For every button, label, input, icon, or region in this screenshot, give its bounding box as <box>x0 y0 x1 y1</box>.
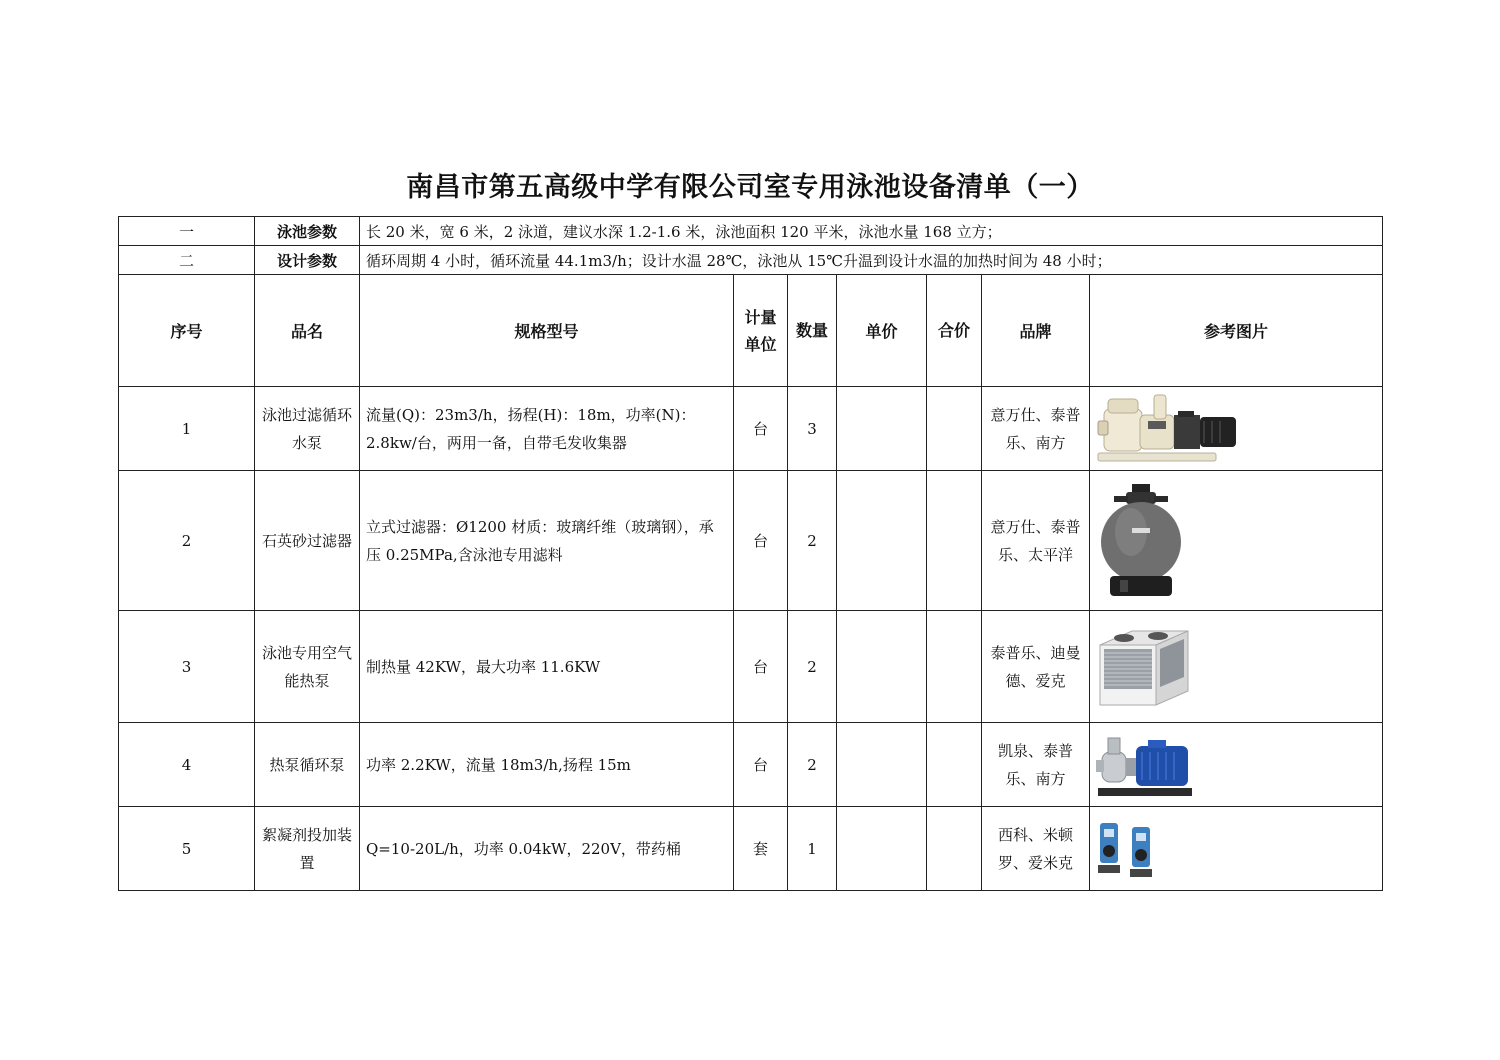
row-brand: 泰普乐、迪曼德、爱克 <box>982 611 1090 723</box>
param-index: 一 <box>119 217 255 246</box>
header-price: 单价 <box>837 275 927 387</box>
row-unit: 台 <box>734 387 788 471</box>
row-total <box>927 387 982 471</box>
table-row <box>119 807 1383 891</box>
row-unit: 台 <box>734 611 788 723</box>
row-qty: 2 <box>788 611 837 723</box>
row-qty: 2 <box>788 471 837 611</box>
row-seq: 4 <box>119 723 255 807</box>
header-unit: 计量单位 <box>734 275 788 387</box>
row-qty: 2 <box>788 723 837 807</box>
header-total: 合价 <box>927 275 982 387</box>
row-price <box>837 471 927 611</box>
row-seq: 3 <box>119 611 255 723</box>
row-image <box>1090 471 1383 611</box>
row-spec: 流量(Q)：23m3/h，扬程(H)：18m，功率(N)：2.8kw/台，两用一备，自带毛发收集器 <box>360 387 734 471</box>
row-seq: 2 <box>119 471 255 611</box>
row-name: 石英砂过滤器 <box>255 471 360 611</box>
row-brand: 凯泉、泰普乐、南方 <box>982 723 1090 807</box>
document-title: 南昌市第五高级中学有限公司室专用泳池设备清单（一） <box>406 172 1094 203</box>
row-spec: 立式过滤器：Ø1200 材质：玻璃纤维（玻璃钢），承压 0.25MPa,含泳池专用滤料 <box>360 471 734 611</box>
header-seq: 序号 <box>119 275 255 387</box>
table-header-row <box>119 275 1383 387</box>
row-seq: 1 <box>119 387 255 471</box>
row-name: 热泵循环泵 <box>255 723 360 807</box>
row-total <box>927 471 982 611</box>
row-qty: 1 <box>788 807 837 891</box>
table-row <box>119 387 1383 471</box>
row-image <box>1090 611 1383 723</box>
table-row <box>119 471 1383 611</box>
equipment-table <box>118 216 1383 891</box>
row-unit: 台 <box>734 471 788 611</box>
row-spec: 制热量 42KW，最大功率 11.6KW <box>360 611 734 723</box>
row-name: 泳池专用空气能热泵 <box>255 611 360 723</box>
param-row-pool <box>119 217 1383 246</box>
row-unit: 套 <box>734 807 788 891</box>
header-brand: 品牌 <box>982 275 1090 387</box>
heat-pump-icon <box>1096 621 1192 713</box>
row-spec: Q=10-20L/h，功率 0.04kW，220V，带药桶 <box>360 807 734 891</box>
pool-pump-icon <box>1096 391 1246 467</box>
header-spec: 规格型号 <box>360 275 734 387</box>
param-index: 二 <box>119 246 255 275</box>
row-total <box>927 807 982 891</box>
row-price <box>837 611 927 723</box>
row-seq: 5 <box>119 807 255 891</box>
param-label: 泳池参数 <box>255 217 360 246</box>
table-row <box>119 723 1383 807</box>
row-image <box>1090 807 1383 891</box>
row-price <box>837 723 927 807</box>
row-unit: 台 <box>734 723 788 807</box>
row-price <box>837 387 927 471</box>
dosing-pump-icon <box>1096 817 1162 881</box>
row-total <box>927 723 982 807</box>
row-brand: 西科、米顿罗、爱米克 <box>982 807 1090 891</box>
row-image <box>1090 387 1383 471</box>
circulation-pump-icon <box>1096 730 1196 800</box>
row-total <box>927 611 982 723</box>
sand-filter-icon <box>1096 482 1186 600</box>
row-spec: 功率 2.2KW，流量 18m3/h,扬程 15m <box>360 723 734 807</box>
row-brand: 意万仕、泰普乐、南方 <box>982 387 1090 471</box>
header-image: 参考图片 <box>1090 275 1383 387</box>
table-row <box>119 611 1383 723</box>
row-name: 絮凝剂投加装置 <box>255 807 360 891</box>
header-name: 品名 <box>255 275 360 387</box>
param-value: 长 20 米，宽 6 米，2 泳道，建议水深 1.2-1.6 米，泳池面积 120 平米，泳池水量 168 立方； <box>360 217 1383 246</box>
row-qty: 3 <box>788 387 837 471</box>
row-image <box>1090 723 1383 807</box>
header-qty: 数量 <box>788 275 837 387</box>
param-row-design <box>119 246 1383 275</box>
row-name: 泳池过滤循环水泵 <box>255 387 360 471</box>
row-brand: 意万仕、泰普乐、太平洋 <box>982 471 1090 611</box>
param-value: 循环周期 4 小时，循环流量 44.1m3/h；设计水温 28℃，泳池从 15℃升温到设计水温的加热时间为 48 小时； <box>360 246 1383 275</box>
row-price <box>837 807 927 891</box>
param-label: 设计参数 <box>255 246 360 275</box>
